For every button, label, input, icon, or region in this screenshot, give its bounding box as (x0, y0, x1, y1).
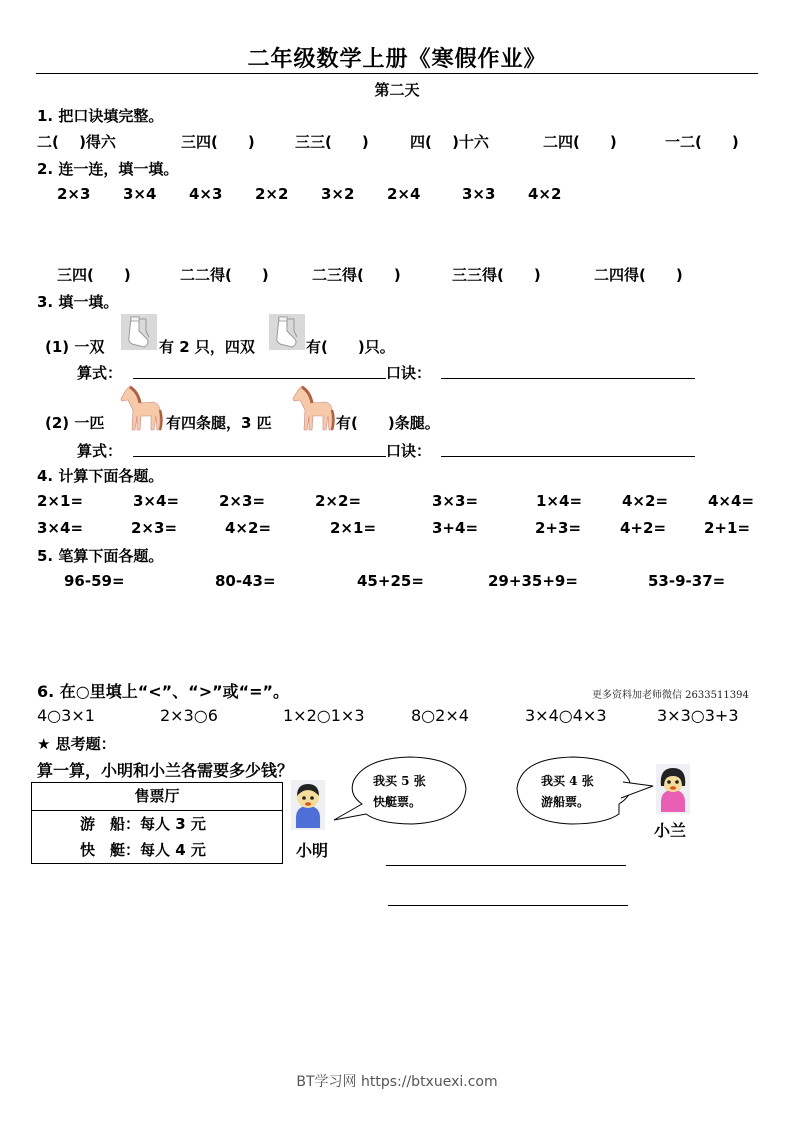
q2-expression: 2×2 (255, 185, 289, 203)
sock-icon (121, 314, 157, 350)
formula-answer-line[interactable] (133, 378, 386, 379)
q4-problem: 4+2= (620, 519, 667, 537)
q2-expression: 4×3 (189, 185, 223, 203)
q2-expression: 2×4 (387, 185, 421, 203)
q4-problem: 2+1= (704, 519, 751, 537)
q1-item: 三三( ) (295, 133, 369, 151)
q2-expression: 3×4 (123, 185, 157, 203)
q6-comparison: 4○3×1 (37, 706, 95, 725)
q2-expression: 2×3 (57, 185, 91, 203)
formula-answer-line[interactable] (133, 456, 386, 457)
xiaoming-label: 小明 (296, 841, 329, 860)
q1-item: 二( )得六 (37, 133, 116, 151)
q2-rhyme: 二四得( ) (594, 266, 683, 284)
xiaolan-speech-line: 游船票。 (541, 795, 590, 809)
ticket-price-row: 游 船：每人 3 元 (80, 815, 206, 833)
q4-problem: 3+4= (432, 519, 479, 537)
bonus-question: 算一算，小明和小兰各需要多少钱？ (37, 761, 294, 780)
ticket-price-table (31, 782, 283, 864)
q5-problem: 53-9-37= (648, 572, 726, 590)
page-subtitle: 第二天 (374, 81, 420, 99)
q6-comparison: 8○2×4 (411, 706, 469, 725)
horse-icon (118, 384, 164, 432)
footer-watermark: BT学习网 https://btxuexi.com (296, 1074, 498, 1090)
q1-item: 二四( ) (543, 133, 617, 151)
q6-heading: 6. 在○里填上“<”、“>”或“=”。 (37, 682, 290, 701)
q2-rhyme: 二二得( ) (180, 266, 269, 284)
ticket-price-row: 快 艇：每人 4 元 (80, 841, 206, 859)
q2-rhyme: 三四( ) (57, 266, 131, 284)
q6-comparison: 1×2○1×3 (283, 706, 365, 725)
q4-problem: 2×1= (37, 492, 84, 510)
q5-problem: 80-43= (215, 572, 276, 590)
xiaolan-label: 小兰 (654, 821, 687, 840)
xiaoming-speech-line: 我买 5 张 (373, 774, 426, 788)
q5-problem: 29+35+9= (488, 572, 578, 590)
rhyme-answer-line[interactable] (441, 378, 695, 379)
q4-problem: 2×3= (219, 492, 266, 510)
q1-item: 四( )十六 (410, 133, 489, 151)
xiaoming-avatar (291, 780, 325, 830)
xiaolan-avatar (656, 764, 690, 814)
q4-problem: 2×1= (330, 519, 377, 537)
rhyme-label: 口诀： (386, 364, 432, 382)
q4-problem: 4×2= (225, 519, 272, 537)
q4-heading: 4. 计算下面各题。 (37, 467, 164, 485)
page-title: 二年级数学上册《寒假作业》 (247, 47, 547, 72)
q4-problem: 2×2= (315, 492, 362, 510)
q6-comparison: 3×3○3+3 (657, 706, 739, 725)
q2-expression: 3×3 (462, 185, 496, 203)
q4-problem: 4×2= (622, 492, 669, 510)
q1-item: 一二( ) (665, 133, 739, 151)
q3-part2-prefix: (2) 一匹 (45, 414, 105, 432)
q6-comparison: 3×4○4×3 (525, 706, 607, 725)
q5-heading: 5. 笔算下面各题。 (37, 547, 164, 565)
rhyme-label: 口诀： (386, 442, 432, 460)
formula-label: 算式： (77, 442, 123, 460)
horse-icon (290, 384, 336, 432)
q5-problem: 96-59= (64, 572, 125, 590)
q4-problem: 1×4= (536, 492, 583, 510)
xiaoming-speech-line: 快艇票。 (373, 795, 422, 809)
q5-problem: 45+25= (357, 572, 424, 590)
q3-part1-middle: 有 2 只，四双 (159, 338, 255, 356)
q3-part1-suffix: 有( )只。 (306, 338, 395, 356)
bonus-heading: ★ 思考题： (37, 735, 116, 753)
teacher-contact-note: 更多资料加老师微信 2633511394 (592, 690, 749, 701)
q3-part2-suffix: 有( )条腿。 (336, 414, 440, 432)
q1-item: 三四( ) (181, 133, 255, 151)
q6-comparison: 2×3○6 (160, 706, 218, 725)
q2-expression: 4×2 (528, 185, 562, 203)
q2-expression: 3×2 (321, 185, 355, 203)
q4-problem: 3×4= (37, 519, 84, 537)
q4-problem: 4×4= (708, 492, 755, 510)
q2-rhyme: 二三得( ) (312, 266, 401, 284)
q4-problem: 3×4= (133, 492, 180, 510)
q3-part1-prefix: (1) 一双 (45, 338, 105, 356)
bonus-answer-line[interactable] (386, 865, 626, 866)
formula-label: 算式： (77, 364, 123, 382)
q4-problem: 3×3= (432, 492, 479, 510)
q1-heading: 1. 把口诀填完整。 (37, 107, 164, 125)
sock-icon (269, 314, 305, 350)
q2-heading: 2. 连一连，填一填。 (37, 160, 179, 178)
q3-heading: 3. 填一填。 (37, 293, 119, 311)
q4-problem: 2×3= (131, 519, 178, 537)
xiaolan-speech-line: 我买 4 张 (541, 774, 594, 788)
rhyme-answer-line[interactable] (441, 456, 695, 457)
q2-rhyme: 三三得( ) (452, 266, 541, 284)
bonus-answer-line[interactable] (388, 905, 628, 906)
ticket-table-title: 售票厅 (32, 783, 282, 811)
title-divider (36, 73, 758, 74)
q4-problem: 2+3= (535, 519, 582, 537)
q3-part2-middle: 有四条腿，3 匹 (166, 414, 272, 432)
